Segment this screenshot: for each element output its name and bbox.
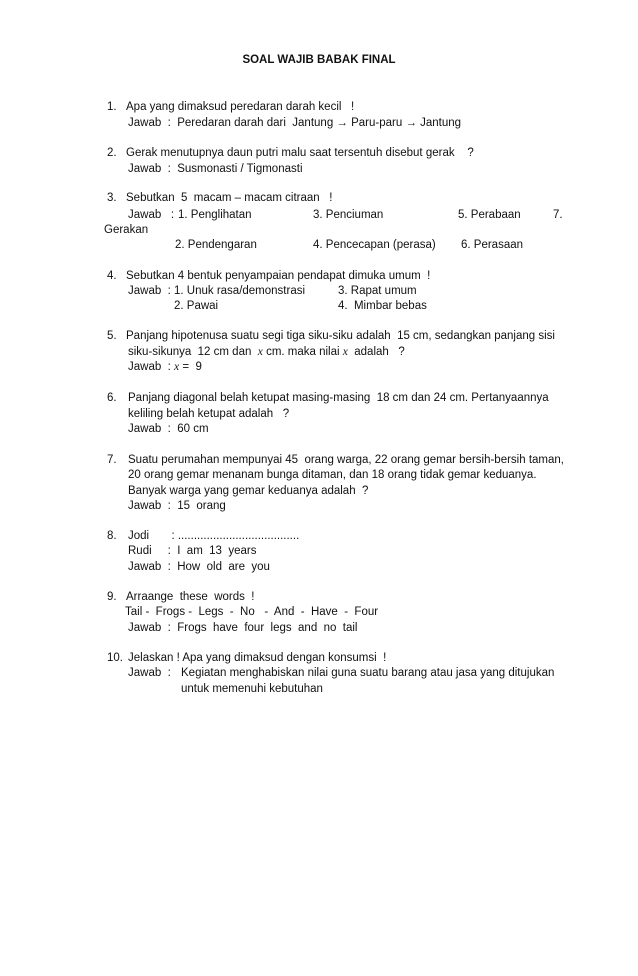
question-text: Arraange these words !	[126, 591, 255, 603]
answer-text: Jawab : Susmonasti / Tigmonasti	[128, 163, 303, 175]
answer-item: 6. Perasaan	[461, 239, 524, 251]
answer-text: Jawab : 60 cm	[128, 423, 209, 435]
text-segment: cm. maka nilai	[262, 346, 343, 358]
answer-text: Jawab : How old are you	[128, 561, 270, 573]
answer-item: 4. Mimbar bebas	[338, 300, 427, 312]
answer-item: 2. Pendengaran	[175, 239, 257, 251]
question-text: keliling belah ketupat adalah ?	[128, 408, 290, 420]
answer-item: 2. Pawai	[174, 300, 219, 312]
text-segment: Jawab :	[128, 361, 175, 373]
answer-item: 4. Pencecapan (perasa)	[313, 239, 436, 251]
question-number: 7.	[107, 454, 117, 466]
answer-text: Kegiatan menghabiskan nilai guna suatu barang atau jasa yang ditujukan	[181, 667, 555, 679]
question-text: 20 orang gemar menanam bunga ditaman, dan 18 orang tidak gemar keduanya.	[128, 469, 537, 481]
question-number: 5.	[107, 330, 117, 342]
answer-item: 5. Perabaan	[458, 209, 521, 221]
page-title: SOAL WAJIB BABAK FINAL	[242, 54, 396, 66]
question-number: 6.	[107, 392, 117, 404]
question-text-line	[128, 347, 405, 359]
question-text: Jodi : ......................................	[128, 530, 300, 542]
variable-x: x	[174, 361, 180, 373]
answer-label: Jawab :	[128, 209, 175, 221]
variable-x: x	[342, 346, 348, 358]
answer-item: 1. Unuk rasa/demonstrasi	[174, 285, 306, 297]
answer-item: 3. Rapat umum	[338, 285, 417, 297]
question-number: 10.	[107, 652, 123, 664]
text-segment: siku-sikunya 12 cm dan	[128, 346, 258, 358]
question-text: Suatu perumahan mempunyai 45 orang warga, 22 orang gemar bersih-bersih taman,	[128, 454, 564, 466]
question-number: 3.	[107, 192, 117, 204]
word-list: Tail - Frogs - Legs - No - And - Have - Four	[125, 606, 379, 618]
question-number: 2.	[107, 147, 117, 159]
question-number: 9.	[107, 591, 117, 603]
question-number: 8.	[107, 530, 117, 542]
question-number: 1.	[107, 101, 117, 113]
question-text: Panjang hipotenusa suatu segi tiga siku-siku adalah 15 cm, sedangkan panjang sisi	[126, 330, 555, 342]
question-text: Banyak warga yang gemar keduanya adalah ?	[128, 485, 369, 497]
answer-item: 3. Penciuman	[313, 209, 384, 221]
answer-text: Jawab : Frogs have four legs and no tail	[128, 622, 358, 634]
answer-label: Jawab :	[128, 667, 171, 679]
answer-item: Gerakan	[104, 224, 149, 236]
text-segment: = 9	[179, 361, 202, 373]
answer-text	[128, 362, 202, 374]
question-text: Panjang diagonal belah ketupat masing-masing 18 cm dan 24 cm. Pertanyaannya	[128, 392, 549, 404]
text-segment: adalah ?	[347, 346, 405, 358]
variable-x: x	[257, 346, 263, 358]
question-number: 4.	[107, 270, 117, 282]
answer-label: Jawab :	[128, 285, 171, 297]
answer-item: 7.	[553, 209, 563, 221]
question-text: Rudi : I am 13 years	[128, 545, 257, 557]
question-text: Jelaskan ! Apa yang dimaksud dengan konsumsi !	[128, 652, 387, 664]
question-text: Apa yang dimaksud peredaran darah kecil !	[126, 101, 355, 113]
question-text: Sebutkan 4 bentuk penyampaian pendapat dimuka umum !	[126, 270, 431, 282]
question-text: Sebutkan 5 macam – macam citraan !	[126, 192, 333, 204]
answer-item: 1. Penglihatan	[178, 209, 252, 221]
answer-text: Jawab : 15 orang	[128, 500, 226, 512]
answer-text: untuk memenuhi kebutuhan	[181, 683, 323, 695]
question-text: Gerak menutupnya daun putri malu saat tersentuh disebut gerak ?	[126, 147, 474, 159]
answer-text: Jawab : Peredaran darah dari Jantung → Paru-paru → Jantung	[128, 117, 462, 129]
